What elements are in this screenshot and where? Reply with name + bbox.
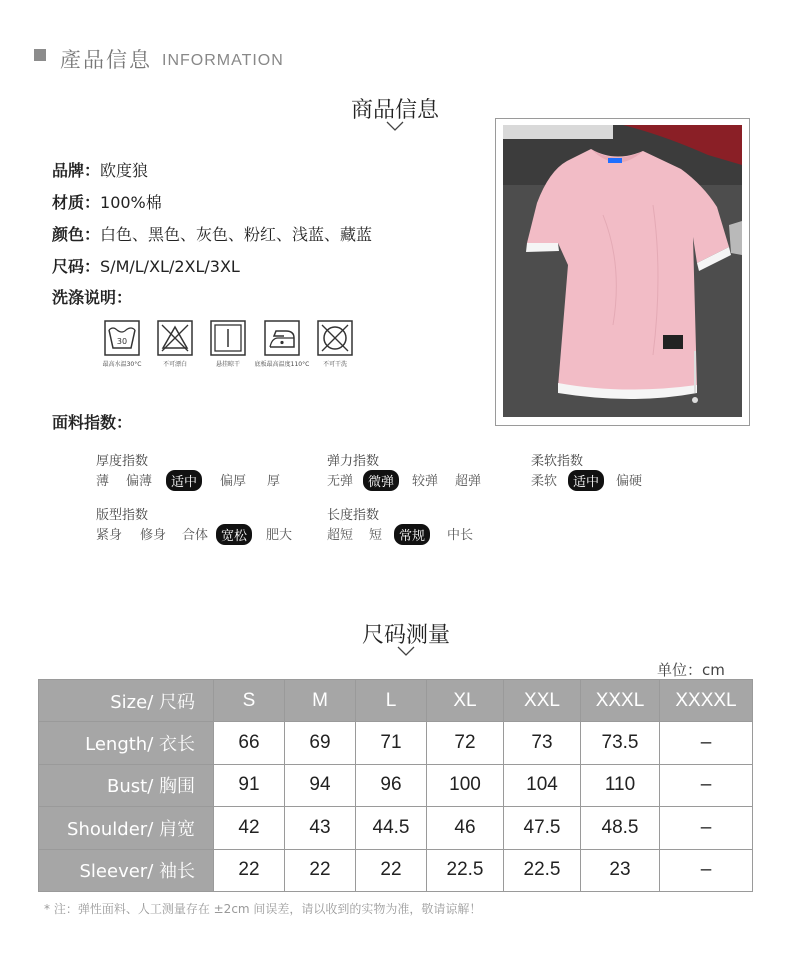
- row-header: Length/ 衣长: [39, 722, 214, 764]
- hang-dry-icon: [210, 320, 246, 356]
- index-option-selected: 微弹: [363, 470, 399, 491]
- sizes-row: [52, 254, 240, 277]
- table-row: [39, 764, 753, 806]
- unit-label: 单位：cm: [657, 661, 725, 679]
- table-cell: 71: [356, 722, 427, 764]
- sizes-value: S/M/L/XL/2XL/3XL: [100, 257, 240, 276]
- wash-30-icon: [104, 320, 140, 356]
- table-cell: 73: [504, 722, 581, 764]
- chevron-down-icon: [397, 646, 415, 656]
- no-bleach-icon: [157, 320, 193, 356]
- wash-row: [52, 285, 132, 308]
- table-cell: 66: [214, 722, 285, 764]
- index-option: 较弹: [412, 474, 439, 489]
- sizes-label: 尺码：: [52, 257, 101, 276]
- product-section-title: 商品信息: [350, 98, 440, 123]
- size-table: [38, 679, 753, 892]
- table-cell: 23: [581, 849, 660, 891]
- table-cell: 73.5: [581, 722, 660, 764]
- index-title-length: 长度指数: [327, 508, 380, 523]
- table-cell: 42: [214, 807, 285, 849]
- material-label: 材质：: [52, 193, 101, 212]
- table-cell: –: [660, 722, 753, 764]
- index-title-fit: 版型指数: [96, 508, 149, 523]
- index-option: 紧身: [96, 528, 123, 543]
- table-cell: 22: [285, 849, 356, 891]
- index-option: 肥大: [266, 528, 293, 543]
- brand-label: 品牌：: [52, 161, 101, 180]
- index-option: 厚: [267, 474, 281, 489]
- brand-row: [52, 158, 148, 181]
- table-cell: 94: [285, 764, 356, 806]
- wash-label: 洗涤说明：: [52, 288, 133, 307]
- index-option: 薄: [96, 474, 110, 489]
- care-caption-iron: 底板最高温度110°C: [254, 361, 310, 368]
- index-option: 中长: [447, 528, 474, 543]
- size-column-header: M: [285, 680, 356, 722]
- index-option-selected: 适中: [166, 470, 202, 491]
- colors-value: 白色、黑色、灰色、粉红、浅蓝、藏蓝: [100, 225, 373, 244]
- size-column-header: S: [214, 680, 285, 722]
- size-header-label: Size/ 尺码: [39, 680, 214, 722]
- table-cell: 22: [214, 849, 285, 891]
- table-row: [39, 807, 753, 849]
- index-option: 偏厚: [220, 474, 247, 489]
- table-cell: 96: [356, 764, 427, 806]
- no-tumble-dry-icon: [317, 320, 353, 356]
- index-option-selected: 常规: [394, 524, 430, 545]
- table-cell: 100: [427, 764, 504, 806]
- index-option-selected: 适中: [568, 470, 604, 491]
- index-option: 柔软: [531, 474, 558, 489]
- header-title-cn: 產品信息: [60, 48, 152, 72]
- table-cell: 22.5: [504, 849, 581, 891]
- fabric-title: [52, 410, 132, 433]
- size-column-header: XL: [427, 680, 504, 722]
- table-cell: 46: [427, 807, 504, 849]
- index-option: 超弹: [455, 474, 482, 489]
- index-option: 无弹: [327, 474, 354, 489]
- brand-value: 欧度狼: [100, 161, 149, 180]
- row-header: Sleever/ 袖长: [39, 849, 214, 891]
- index-option: 合体: [182, 528, 209, 543]
- fabric-title-label: 面料指数：: [52, 413, 133, 432]
- product-photo: [503, 125, 742, 417]
- header-square-icon: [34, 49, 46, 61]
- index-option: 偏薄: [126, 474, 153, 489]
- index-option: 超短: [327, 528, 354, 543]
- size-column-header: XXXL: [581, 680, 660, 722]
- size-table-header-row: [39, 680, 753, 722]
- table-cell: 47.5: [504, 807, 581, 849]
- care-caption-dry: 悬挂晾干: [215, 361, 241, 368]
- table-cell: 69: [285, 722, 356, 764]
- care-caption-wash: 最高水温30°C: [102, 361, 142, 368]
- material-row: [52, 190, 162, 213]
- table-cell: 44.5: [356, 807, 427, 849]
- table-row: [39, 849, 753, 891]
- pink-tshirt-image: [503, 125, 742, 417]
- table-cell: 110: [581, 764, 660, 806]
- care-caption-dryclean: 不可干洗: [322, 361, 348, 368]
- material-value: 100%棉: [100, 193, 162, 212]
- index-title-thickness: 厚度指数: [96, 454, 149, 469]
- table-cell: –: [660, 807, 753, 849]
- table-cell: 22.5: [427, 849, 504, 891]
- row-header: Shoulder/ 肩宽: [39, 807, 214, 849]
- table-cell: –: [660, 764, 753, 806]
- size-section-title: 尺码测量: [361, 623, 451, 648]
- table-cell: 48.5: [581, 807, 660, 849]
- table-cell: 22: [356, 849, 427, 891]
- row-header: Bust/ 胸围: [39, 764, 214, 806]
- index-option: 偏硬: [616, 474, 643, 489]
- table-cell: 104: [504, 764, 581, 806]
- svg-text:30: 30: [116, 337, 128, 346]
- colors-label: 颜色：: [52, 225, 101, 244]
- size-column-header: XXXXL: [660, 680, 753, 722]
- measurement-note: * 注：弹性面料、人工测量存在 ±2cm 间误差，请以收到的实物为准，敬请谅解！: [44, 902, 482, 916]
- iron-icon: [264, 320, 300, 356]
- table-cell: 91: [214, 764, 285, 806]
- index-title-softness: 柔软指数: [531, 454, 584, 469]
- header-title-en: INFORMATION: [162, 52, 284, 69]
- table-cell: 43: [285, 807, 356, 849]
- index-option: 修身: [140, 528, 167, 543]
- index-option-selected: 宽松: [216, 524, 252, 545]
- index-title-elasticity: 弹力指数: [327, 454, 380, 469]
- size-column-header: XXL: [504, 680, 581, 722]
- colors-row: [52, 222, 372, 245]
- table-cell: –: [660, 849, 753, 891]
- index-option: 短: [369, 528, 383, 543]
- size-column-header: L: [356, 680, 427, 722]
- table-cell: 72: [427, 722, 504, 764]
- table-row: [39, 722, 753, 764]
- chevron-down-icon: [386, 121, 404, 131]
- care-caption-bleach: 不可漂白: [162, 361, 188, 368]
